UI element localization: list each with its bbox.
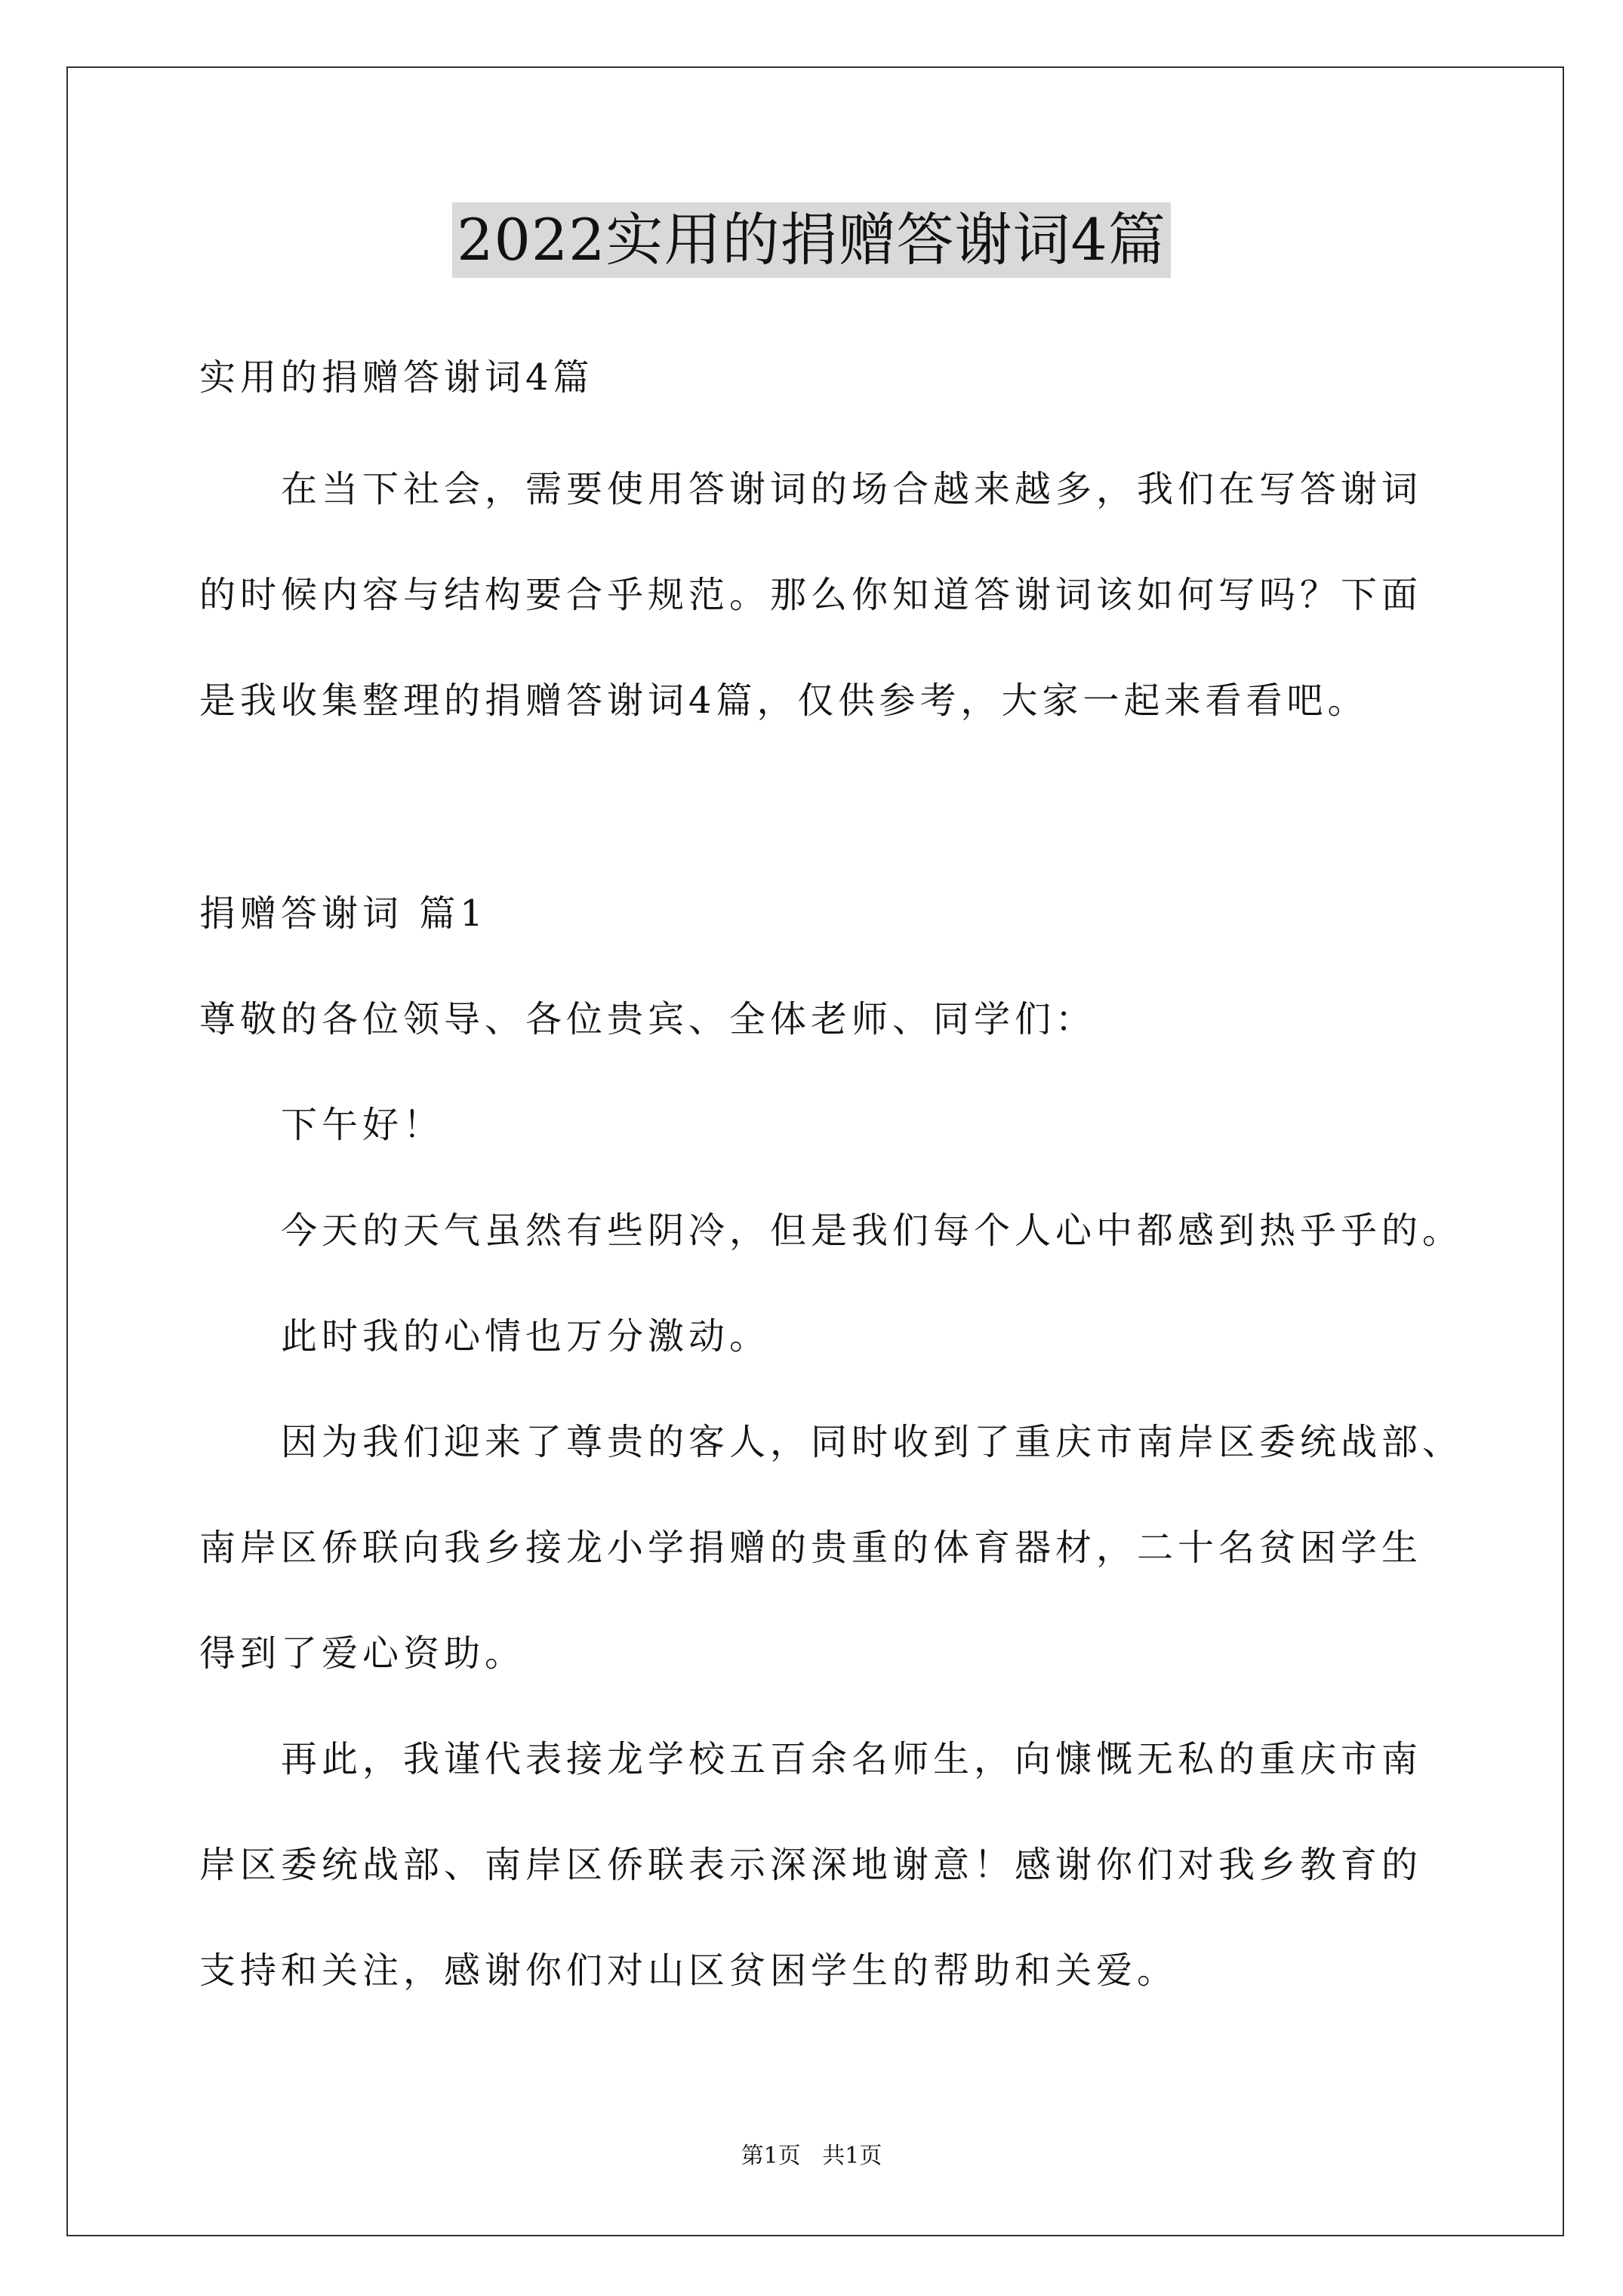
body-line-3: 因为我们迎来了尊贵的客人，同时收到了重庆市南岸区委统战部、 (281, 1421, 1464, 1463)
body-line-4: 南岸区侨联向我乡接龙小学捐赠的贵重的体育器材，二十名贫困学生 (199, 1527, 1423, 1569)
body-line-8: 支持和关注，感谢你们对山区贫困学生的帮助和关爱。 (199, 1949, 1178, 1992)
intro-line-2: 的时候内容与结构要合乎规范。那么你知道答谢词该如何写吗？下面 (199, 574, 1423, 616)
section-heading: 捐赠答谢词 篇1 (199, 892, 488, 935)
intro-line-1: 在当下社会，需要使用答谢词的场合越来越多，我们在写答谢词 (281, 468, 1423, 510)
title-container (0, 202, 1623, 278)
salutation: 尊敬的各位领导、各位贵宾、全体老师、同学们： (199, 998, 1097, 1040)
body-line-1: 今天的天气虽然有些阴冷，但是我们每个人心中都感到热乎乎的。 (281, 1210, 1464, 1252)
greeting: 下午好！ (281, 1104, 445, 1146)
body-line-5: 得到了爱心资助。 (199, 1632, 526, 1675)
body-line-7: 岸区委统战部、南岸区侨联表示深深地谢意！感谢你们对我乡教育的 (199, 1844, 1423, 1886)
page-footer: 第1页 共1页 (741, 2143, 882, 2169)
subtitle: 实用的捐赠答谢词4篇 (199, 356, 594, 399)
body-line-2: 此时我的心情也万分激动。 (281, 1315, 771, 1358)
body-line-6: 再此，我谨代表接龙学校五百余名师生，向慷慨无私的重庆市南 (281, 1738, 1423, 1780)
intro-line-3: 是我收集整理的捐赠答谢词4篇，仅供参考，大家一起来看看吧。 (199, 680, 1369, 722)
document-title: 2022实用的捐赠答谢词4篇 (452, 202, 1171, 278)
